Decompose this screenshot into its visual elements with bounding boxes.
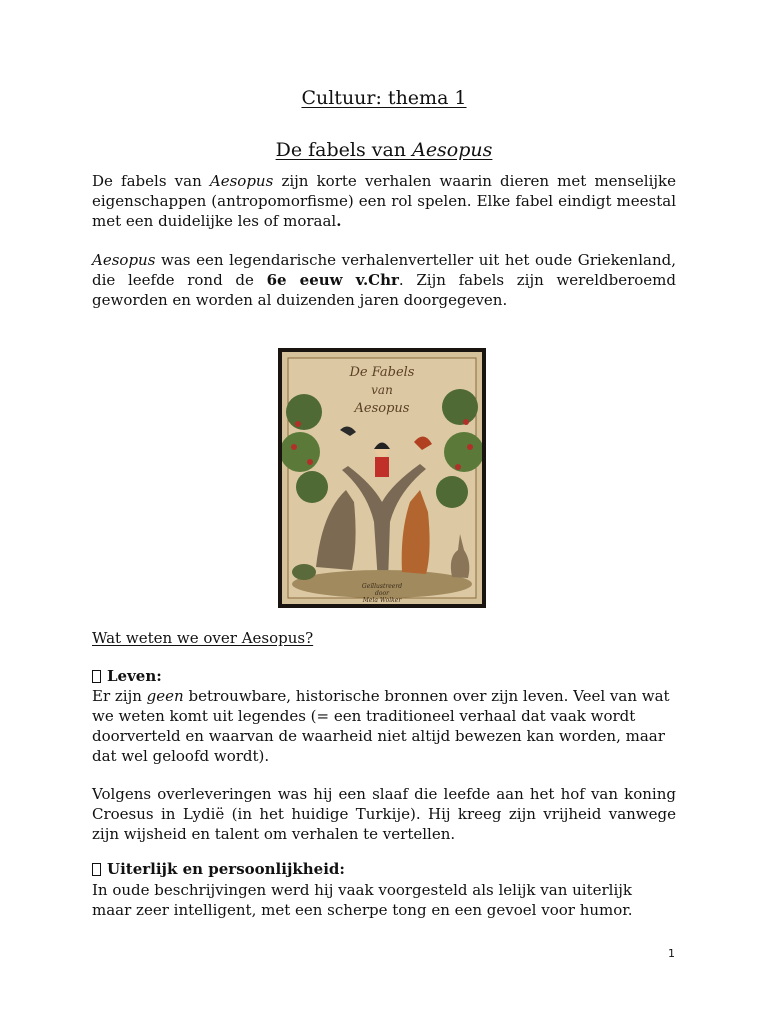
uiterlijk-paragraph: In oude beschrijvingen werd hij vaak voorgesteld als lelijk van uiterlijk maar zeer intelligent, met een scherpe tong en een gevoel voor humor. — [92, 881, 633, 919]
aesopus-paragraph — [92, 250, 676, 310]
intro-text-d: . — [336, 212, 342, 230]
section-heading: Wat weten we over Aesopus? — [92, 629, 314, 647]
cover-title-line3: Aesopus — [354, 401, 410, 416]
intro-italic-name: Aesopus — [209, 172, 274, 190]
leven-paragraph-1 — [92, 686, 676, 766]
document-title: Cultuur: thema 1 — [301, 87, 467, 109]
aesopus-text-d: . Zijn fabels zijn wereldberoemd geworden en worden al duizenden jaren doorgegeven. — [92, 271, 677, 309]
leven-italic-geen: geen — [146, 687, 184, 705]
leven-text-c: betrouwbare, historische bronnen over zijn leven. Veel van wat we weten komt uit legendes (= een traditioneel verhaal dat vaak wordt doorverteld en waarvan de waarheid niet altijd bewezen kan worden, maar dat wel geloofd wordt). — [92, 687, 670, 765]
cover-credit-line2: door — [375, 590, 389, 597]
leven-paragraph-2: Volgens overleveringen was hij een slaaf die leefde aan het hof van koning Croesus in Lydië (in het huidige Turkije). Hij kreeg zijn vrijheid vanwege zijn wijsheid en talent om verhalen te vertellen. — [92, 785, 676, 843]
leven-text-a: Er zijn — [92, 687, 147, 705]
uiterlijk-heading — [92, 860, 345, 878]
cover-credit-line3: Mela Wolker — [362, 597, 402, 604]
leven-heading — [92, 667, 162, 685]
checkbox-bullet-icon — [92, 863, 101, 876]
intro-text-a: De fabels van — [92, 172, 210, 190]
subtitle-text: De fabels van — [275, 139, 413, 161]
aesopus-date-bold: 6e eeuw v.Chr — [266, 271, 399, 289]
book-cover-illustration — [282, 352, 482, 604]
intro-paragraph — [92, 171, 676, 231]
uiterlijk-heading-text: Uiterlijk en persoonlijkheid: — [107, 860, 345, 878]
checkbox-bullet-icon — [92, 670, 101, 683]
page-number: 1 — [668, 947, 675, 960]
book-cover-image — [278, 348, 486, 608]
document-subtitle — [0, 139, 768, 161]
aesopus-text-b: was een legendarische verhalenverteller uit het oude Griekenland, die leefde rond de — [92, 251, 676, 289]
leven-heading-text: Leven: — [107, 667, 162, 685]
subtitle-italic-name: Aesopus — [412, 139, 493, 161]
intro-text-c: zijn korte verhalen waarin dieren met menselijke eigenschappen (antropomorfisme) een rol spelen. Elke fabel eindigt meestal met een duidelijke les of moraal — [92, 172, 676, 230]
cover-title-line2: van — [371, 383, 393, 397]
cover-credit-line1: Geïllustreerd — [361, 583, 403, 590]
cover-title-line1: De Fabels — [349, 365, 415, 380]
aesopus-italic-name: Aesopus — [92, 251, 156, 269]
